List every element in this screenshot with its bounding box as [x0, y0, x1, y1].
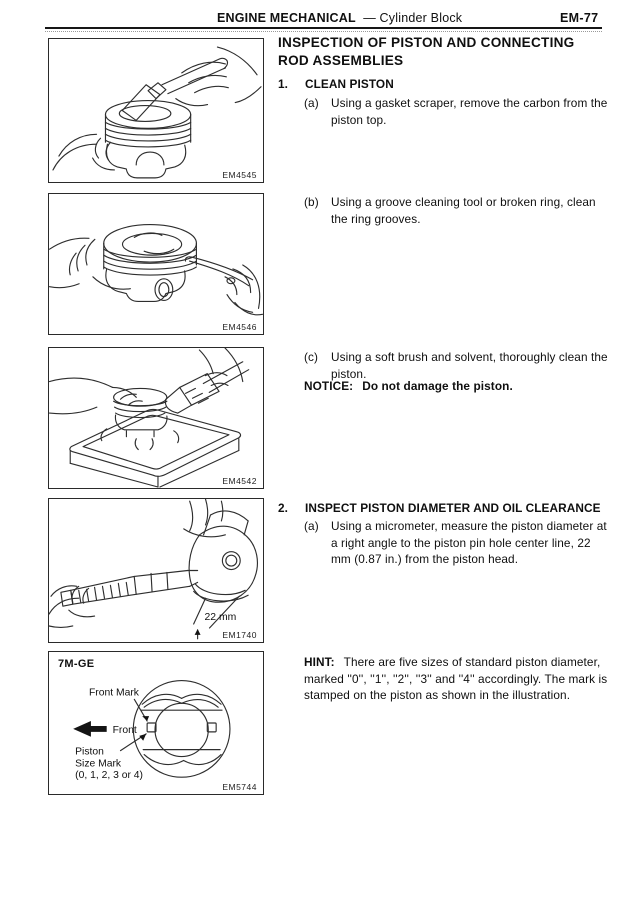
- header-rule: [45, 27, 602, 29]
- front-mark-arrowhead: [142, 716, 149, 721]
- ring-groove-lineart: [50, 225, 263, 315]
- piston-scraping-illustration: [49, 39, 263, 182]
- page-number: EM-77: [560, 11, 599, 25]
- header-subsection: — Cylinder Block: [363, 11, 463, 25]
- solvent-brushing-illustration: [49, 348, 263, 488]
- figure-box-piston-marks: [48, 651, 264, 795]
- hint-text: There are five sizes of standard piston diameter, marked ''0'', ''1'', ''2'', ''3'' and ''4'' accordingly. The mark is stamped on the piston as shown in the illustration.: [304, 655, 608, 702]
- figure-code: EM5744: [222, 782, 257, 792]
- step-text: Using a soft brush and solvent, thoroughly clean the piston.: [331, 350, 608, 381]
- page-title: INSPECTION OF PISTON AND CONNECTING ROD ASSEMBLIES: [278, 35, 575, 68]
- size-mark-label-line2: Size Mark: [75, 758, 122, 770]
- figure-box-measure-diameter: [48, 498, 264, 643]
- figure-code: EM4545: [222, 170, 257, 180]
- header-section: ENGINE MECHANICAL: [217, 11, 356, 25]
- section-number: 2.: [278, 501, 289, 515]
- micrometer-measure-illustration: [49, 499, 263, 642]
- front-label: Front: [112, 724, 137, 736]
- size-mark-label-line1: Piston: [75, 746, 104, 758]
- hint: [304, 654, 620, 704]
- piston-scraping-lineart: [53, 47, 261, 178]
- section-heading-text: INSPECT PISTON DIAMETER AND OIL CLEARANCE: [305, 501, 601, 515]
- figure-box-scrape-piston-top: [48, 38, 264, 183]
- solvent-brushing-lineart: [50, 348, 249, 487]
- dimension-callout: 22 mm: [204, 612, 237, 624]
- section-2-heading: [278, 500, 613, 517]
- hint-label: HINT:: [304, 655, 335, 669]
- figure-code: EM1740: [222, 630, 257, 640]
- step-label: (a): [304, 519, 319, 533]
- figure-box-brush-solvent: [48, 347, 264, 489]
- figure-box-clean-ring-grooves: [48, 193, 264, 335]
- size-mark-label-line3: (0, 1, 2, 3 or 4): [75, 770, 143, 782]
- notice-text: Do not damage the piston.: [362, 379, 513, 393]
- step-1b: [304, 194, 608, 227]
- engine-model-label: 7M-GE: [58, 658, 95, 670]
- notice: [304, 378, 610, 395]
- step-label: (c): [304, 350, 319, 364]
- step-text: Using a gasket scraper, remove the carbon from the piston top.: [331, 96, 608, 127]
- front-mark-label: Front Mark: [88, 687, 139, 699]
- dimension-arrowhead: [195, 629, 201, 635]
- step-label: (a): [304, 96, 319, 110]
- section-number: 1.: [278, 77, 289, 91]
- step-text: Using a micrometer, measure the piston diameter at a right angle to the piston pin hole center line, 22 mm (0.87 in.) from the piston head.: [331, 519, 607, 566]
- notice-label: NOTICE:: [304, 379, 354, 393]
- figure-code: EM4546: [222, 322, 257, 332]
- ring-groove-cleaning-illustration: [49, 194, 263, 334]
- front-direction-arrow-icon: [73, 721, 107, 737]
- step-text: Using a groove cleaning tool or broken ring, clean the ring grooves.: [331, 195, 596, 226]
- section-1-heading: [278, 76, 608, 93]
- step-2a: [304, 518, 608, 568]
- header-title: [217, 11, 462, 25]
- step-label: (b): [304, 195, 319, 209]
- header-rule-shadow: [45, 31, 602, 32]
- figure-code: EM4542: [222, 476, 257, 486]
- piston-mark-diagram: [49, 652, 263, 794]
- step-1a: [304, 95, 608, 128]
- section-heading-text: CLEAN PISTON: [305, 77, 394, 91]
